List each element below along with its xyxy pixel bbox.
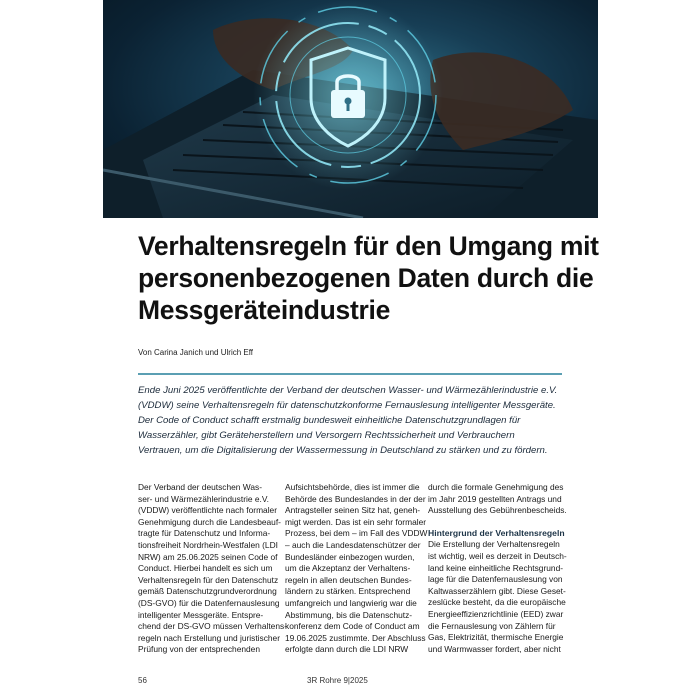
body-line: regeln in allen deutschen Bundes- (285, 574, 412, 585)
body-line: migt werden. Das ist ein sehr formaler (285, 516, 427, 527)
lead-line: Wasserzähler, gibt Geräteherstellern und Versorgern Rechtssicherheit und Verbrauchern (138, 430, 515, 441)
body-column-1 (138, 482, 287, 656)
body-line: intelligenter Messgeräte. Entspre- (138, 609, 264, 620)
body-line: 19.06.2025 zustimmte. Der Abschluss (285, 632, 426, 643)
title-line: Verhaltensregeln für den Umgang mit (138, 231, 599, 261)
lead-line: Der Code of Conduct schafft erstmalig bundesweit einheitliche Datenschutzgrundlagen für (138, 415, 521, 426)
title-line: personenbezogenen Daten durch die (138, 263, 594, 293)
body-line: lage für die Datenfernauslesung von (428, 574, 563, 585)
body-line: Antragsteller seinen Sitz hat, geneh- (285, 505, 421, 516)
body-line: die Fernauslesung von Zählern für (428, 620, 556, 631)
body-line: Gas, Elektrizität, thermische Energie (428, 632, 564, 643)
body-column-3 (428, 482, 567, 655)
body-line: durch die formale Genehmigung des (428, 482, 564, 492)
article-title (138, 230, 599, 326)
body-line: (DS-GVO) für die Datenfernauslesung (138, 597, 280, 608)
lead-line: Ende Juni 2025 veröffentlichte der Verband der deutschen Wasser- und Wärmezählerindustrie e.V. (138, 385, 558, 396)
body-line: konferenz dem Code of Conduct am (285, 621, 420, 632)
hero-image (103, 0, 598, 218)
body-line: tionsfreiheit Nordrhein-Westfalen (LDI (138, 539, 278, 550)
journal-issue: 3R Rohre 9|2025 (307, 676, 368, 685)
body-line: ist wichtig, weil es derzeit in Deutsch- (428, 550, 567, 561)
body-column-2 (285, 482, 428, 656)
body-line: Conduct. Hierbei handelt es sich um (138, 563, 273, 574)
body-line: Genehmigung durch die Landesbeauf- (138, 516, 281, 527)
title-line: Messgeräteindustrie (138, 295, 391, 325)
divider-rule (138, 373, 562, 375)
body-line: um die Akzeptanz der Verhaltens- (285, 563, 411, 574)
laptop-security-illustration (103, 0, 598, 218)
body-line: und Warmwasser fordert, aber nicht (428, 643, 561, 654)
body-line: ländern zu stärken. Entsprechend (285, 586, 411, 597)
lead-paragraph (138, 383, 568, 458)
lead-line: Vertrauen, um die Digitalisierung der Wassermessung in Deutschland zu stärken und zu fördern. (138, 445, 548, 456)
body-line: Kaltwasserzählern gibt. Diese Geset- (428, 585, 566, 596)
body-line: gemäß Datenschutzgrundverordnung (138, 586, 277, 597)
body-line: land keine einheitliche Rechtsgrund- (428, 562, 564, 573)
body-line: im Jahr 2019 gestellten Antrags und (428, 493, 562, 504)
body-line: ser- und Wärmezählerindustrie e.V. (138, 493, 269, 504)
body-line: Abstimmung, bis die Datenschutz- (285, 609, 413, 620)
body-line: umfangreich und langwierig war die (285, 597, 417, 608)
body-line: Prüfung von der entsprechenden (138, 644, 260, 655)
page-number: 56 (138, 676, 147, 685)
body-line: Ausstellung des Gebührenbescheids. (428, 505, 567, 516)
body-line: Die Erstellung der Verhaltensregeln (428, 539, 560, 550)
lead-line: (VDDW) seine Verhaltensregeln für datenschutzkonforme Fernauslesung intelligenter Messgeräte. (138, 400, 556, 411)
section-subheading: Hintergrund der Verhaltensregeln (428, 527, 565, 538)
body-line: – auch die Landesdatenschützer der (285, 539, 421, 550)
body-line: zeslücke besteht, da die europäische (428, 597, 566, 608)
body-line: chend der DS-GVO müssen Verhaltens- (138, 621, 287, 632)
body-line: Prozess, bei dem – im Fall des VDDW (285, 528, 428, 539)
byline: Von Carina Janich und Ulrich Eff (138, 348, 254, 357)
body-line: regeln nach Erstellung und juristischer (138, 632, 280, 643)
body-line: Energieeffizienzrichtlinie (EED) zwar (428, 608, 564, 619)
body-line: Bundesländer einbezogen wurden, (285, 551, 415, 562)
body-line: Behörde des Bundeslandes in der der (285, 493, 426, 504)
body-line: (VDDW) veröffentlichte nach formaler (138, 505, 278, 516)
body-line: erfolgte dann durch die LDI NRW (285, 644, 409, 655)
body-line: Verhaltensregeln für den Datenschutz (138, 574, 279, 585)
body-line: NRW) am 25.06.2025 seinen Code of (138, 551, 278, 562)
body-line: Der Verband der deutschen Was- (138, 482, 262, 492)
body-line: Aufsichtsbehörde, dies ist immer die (285, 482, 420, 492)
body-line: tragte für Datenschutz und Informa- (138, 528, 271, 539)
